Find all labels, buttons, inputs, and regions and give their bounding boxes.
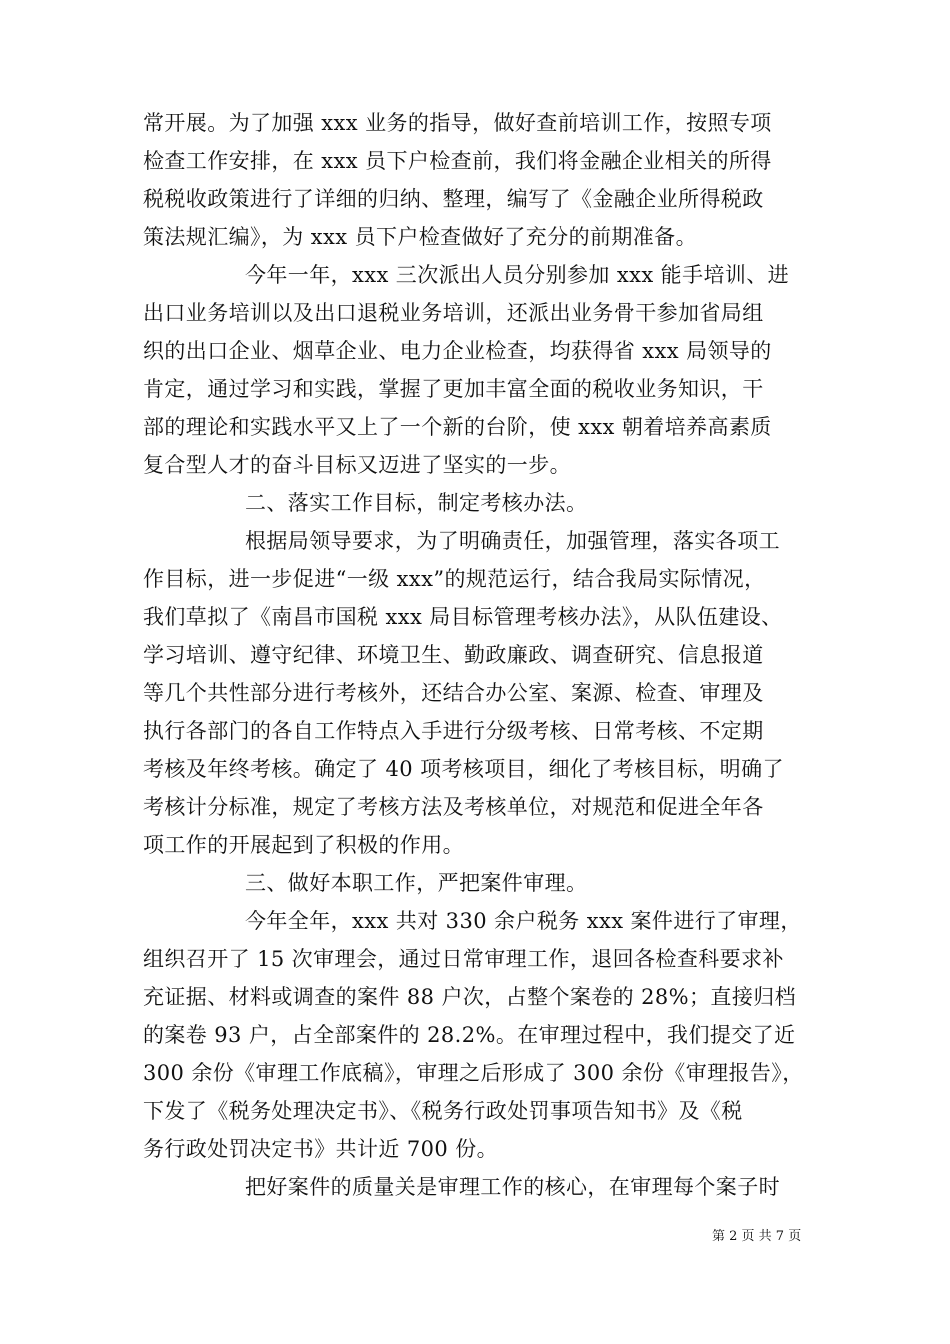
text-line: 务行政处罚决定书》共计近 700 份。 [143,1137,499,1161]
text-line: 充证据、材料或调查的案件 88 户次，占整个案卷的 28%；直接归档 [143,985,797,1009]
text-line: 出口业务培训以及出口退税业务培训，还派出业务骨干参加省局组 [143,301,764,325]
text-line: 常开展。为了加强 xxx 业务的指导，做好查前培训工作，按照专项 [143,111,772,135]
text-line: 项工作的开展起到了积极的作用。 [143,833,464,857]
text-line: 执行各部门的各自工作特点入手进行分级考核、日常考核、不定期 [143,719,764,743]
text-line: 组织召开了 15 次审理会，通过日常审理工作，退回各检查科要求补 [143,947,784,971]
paragraph-start: 根据局领导要求，为了明确责任，加强管理，落实各项工 [245,529,780,553]
text-line: 300 余份《审理工作底稿》，审理之后形成了 300 余份《审理报告》， [143,1061,804,1085]
section-heading: 二、落实工作目标，制定考核办法。 [245,491,588,515]
section-heading: 三、做好本职工作，严把案件审理。 [245,871,588,895]
text-line: 复合型人才的奋斗目标又迈进了坚实的一步。 [143,453,571,477]
text-line: 肯定，通过学习和实践，掌握了更加丰富全面的税收业务知识，干 [143,377,764,401]
text-line: 的案卷 93 户，占全部案件的 28.2%。在审理过程中，我们提交了近 [143,1023,796,1047]
text-line: 税税收政策进行了详细的归纳、整理，编写了《金融企业所得税政 [143,187,764,211]
paragraph-start: 把好案件的质量关是审理工作的核心，在审理每个案子时 [245,1175,780,1199]
text-line: 织的出口企业、烟草企业、电力企业检查，均获得省 xxx 局领导的 [143,339,772,363]
paragraph-start: 今年一年，xxx 三次派出人员分别参加 xxx 能手培训、进 [245,263,790,287]
text-line: 策法规汇编》，为 xxx 员下户检查做好了充分的前期准备。 [143,225,697,249]
text-line: 检查工作安排，在 xxx 员下户检查前，我们将金融企业相关的所得 [143,149,772,173]
page-number-footer: 第 2 页 共 7 页 [712,1229,802,1244]
text-line: 考核及年终考核。确定了 40 项考核项目，细化了考核目标，明确了 [143,757,784,781]
text-line: 等几个共性部分进行考核外，还结合办公室、案源、检查、审理及 [143,681,764,705]
text-line: 下发了《税务处理决定书》、《税务行政处罚事项告知书》及《税 [143,1099,743,1123]
text-line: 学习培训、遵守纪律、环境卫生、勤政廉政、调查研究、信息报道 [143,643,764,667]
text-line: 考核计分标准，规定了考核方法及考核单位，对规范和促进全年各 [143,795,764,819]
text-line: 部的理论和实践水平又上了一个新的台阶，使 xxx 朝着培养高素质 [143,415,772,439]
text-line: 我们草拟了《南昌市国税 xxx 局目标管理考核办法》，从队伍建设、 [143,605,783,629]
text-line: 作目标，进一步促进“一级 xxx”的规范运行，结合我局实际情况， [143,567,766,591]
paragraph-start: 今年全年，xxx 共对 330 余户税务 xxx 案件进行了审理， [245,909,802,933]
